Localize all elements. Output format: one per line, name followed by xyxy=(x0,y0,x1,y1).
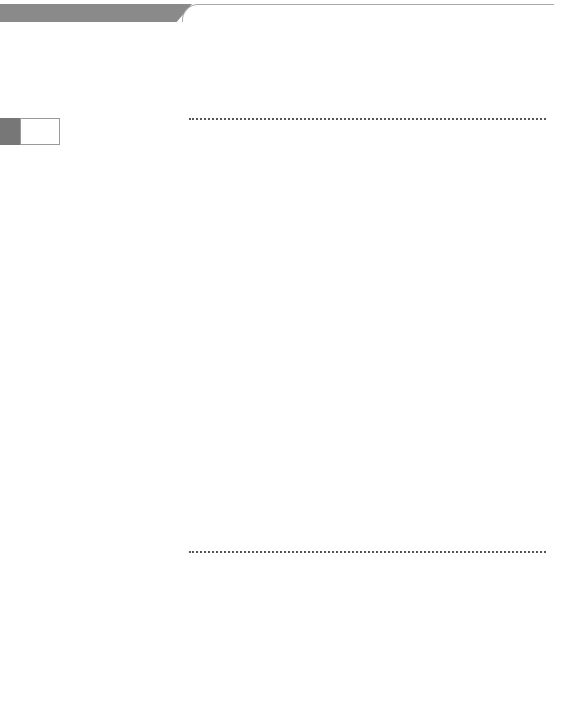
leader-dots xyxy=(189,551,546,553)
page-number xyxy=(20,118,60,145)
page-number-tab xyxy=(0,118,60,145)
header-band xyxy=(0,4,192,22)
chapter-7-heading[interactable] xyxy=(181,551,554,571)
header-rule xyxy=(182,4,554,22)
page-tab-marker xyxy=(0,118,20,145)
leader-dots xyxy=(189,118,546,120)
chapter-6-heading[interactable] xyxy=(181,118,554,138)
